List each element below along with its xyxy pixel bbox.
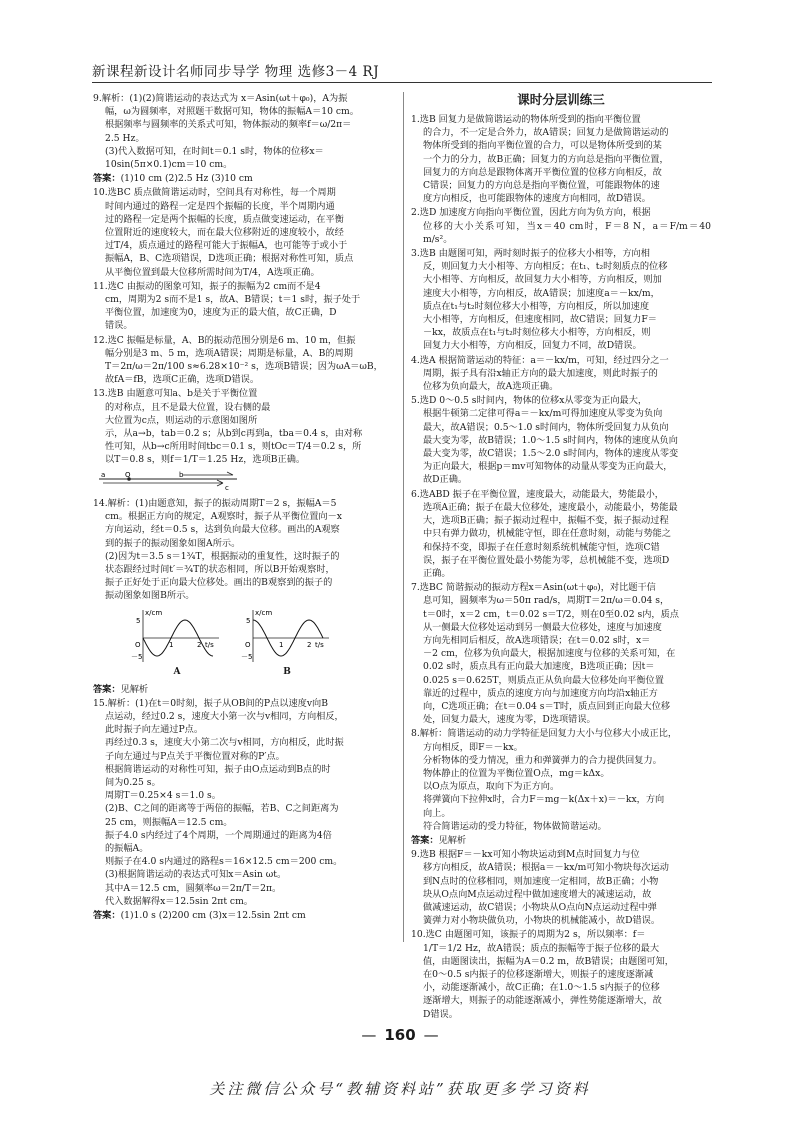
text-line: 速度大小相等，方向相反，故A错误；加速度a＝－kx/m， (423, 287, 660, 299)
text-line: 点运动，经过0.2 s，速度大小第一次与v相同，方向相反， (105, 710, 344, 722)
text-line: 12.选C 振幅是标量，A、B的振动范围分别是6 m、10 m，但振 (93, 334, 356, 346)
text-line: 符合简谐运动的受力特征，物体做简谐运动。 (423, 820, 607, 832)
footer-note: 关注微信公众号“教辅资料站”获取更多学习资料 (209, 1080, 591, 1098)
text-line: 位移的大小关系可知，当x＝40 cm时，F＝8 N，a＝F/m＝40 m/s²。 (423, 220, 711, 245)
left-item (93, 697, 393, 908)
text-line: 8.解析：简谐运动的动力学特征是回复力大小与位移大小成正比， (411, 728, 678, 740)
left-item (93, 186, 393, 278)
graph-label: A (173, 666, 181, 677)
label-b: b (179, 470, 184, 479)
text-line: 9.选B 根据F＝－kx可知小物块运动到M点时回复力与位 (411, 849, 640, 861)
answer-label: 答案： (93, 683, 121, 695)
text-line: 25 cm，则振幅A＝12.5 cm。 (105, 816, 233, 828)
text-line: 3.选B 由题图可知，两时刻时振子的位移大小相等，方向相 (411, 248, 650, 260)
text-line: 5.选D 0～0.5 s时间内，物体的位移x从零变为正向最大， (411, 395, 648, 407)
text-line: 13.选B 由题意可知a、b是关于平衡位置 (93, 388, 258, 400)
text-line: 的振幅A。 (105, 842, 149, 854)
text-line: 状态跟经过时间t′＝¾T的状态相同，所以B开始观察时， (105, 563, 335, 575)
tick-1: 1 (279, 640, 284, 649)
text-line: 子向左通过与P点关于平衡位置对称的P′点。 (105, 750, 285, 762)
y-label: x/cm (255, 608, 273, 617)
right-item (411, 848, 711, 927)
text-line: 过的路程一定是两个振幅的长度，质点做变速运动，在平衡 (105, 213, 344, 225)
graph-label: B (283, 666, 291, 677)
right-column (411, 92, 711, 1022)
text-line: 到N点时的位移相同，则加速度一定相同，故B正确；小物 (423, 875, 659, 887)
text-line: 值，由题图读出，振幅为A＝0.2 m，故B错误；由题图可知， (423, 955, 674, 967)
text-line: 周期T＝0.25×4 s＝1.0 s。 (105, 790, 221, 802)
text-line: 处，回复力最大，速度为零，D选项错误。 (423, 714, 596, 726)
right-item (411, 206, 711, 246)
text-line: 示，从a→b，tab＝0.2 s；从b到c再到a，tba＝0.4 s，由对称 (105, 428, 363, 440)
header-rule (92, 82, 712, 83)
section-title: 课时分层训练三 (517, 92, 605, 107)
text-line: 最大变为零，故C错误；1.5～2.0 s时间内，物体的速度从零变 (423, 448, 679, 460)
text-line: 4.选A 根据简谐运动的特征：a＝－kx/m，可知，经过四分之一 (411, 354, 669, 366)
x-label: t/s (205, 640, 214, 649)
text-line: 大小相等，方向相反，但速度相同，故C错误；回复力F＝ (423, 314, 657, 326)
text-line: (3)根据简谐运动的表达式可知x＝Asin ωt。 (105, 869, 287, 881)
text-line: －kx，故质点在t₁与t₂时刻位移大小相等，方向相反，则 (423, 327, 651, 339)
left-item (93, 909, 393, 922)
text-line: 的合力，不一定是合外力，故A错误；回复力是做简谐运动的 (423, 127, 669, 139)
left-item (93, 387, 393, 466)
text-line: 10.选BC 质点做简谐运动时，空间具有对称性，每一个周期 (93, 187, 336, 199)
right-item (411, 928, 711, 1020)
right-item (411, 394, 711, 486)
tick-bottom: －5 (131, 652, 143, 661)
origin-label: O (135, 640, 141, 649)
text-line: 其中A＝12.5 cm，圆频率ω＝2π/T＝2π。 (105, 882, 282, 894)
text-line: －2 cm，位移为负向最大，根据加速度与位移的关系可知，在 (423, 648, 676, 660)
answer-text: (1)10 cm (2)2.5 Hz (3)10 cm (120, 173, 253, 185)
text-line: 1.选B 回复力是做简谐运动的物体所受到的指向平衡位置 (411, 114, 641, 125)
text-line: 间为0.25 s。 (105, 776, 161, 788)
x-label: t/s (315, 640, 324, 649)
graph-a-svg (131, 606, 223, 666)
answer-label: 答案： (93, 909, 121, 921)
text-line: 从平衡位置到最大位移所需时间为T/4，A选项正确。 (105, 266, 320, 278)
text-line: C错误；回复力的方向总是指向平衡位置，可能跟物体的速 (423, 180, 660, 192)
text-line: 做减速运动，故C错误；小物块从O点向N点运动过程中弹 (423, 901, 657, 913)
text-line: 6.选ABD 振子在平衡位置，速度最大，动能最大，势能最小， (411, 488, 664, 500)
text-line: 11.选C 由振动的图象可知，振子的振幅为2 cm而不是4 (93, 280, 321, 292)
graph-a (131, 606, 223, 680)
arrow-a-to-b (103, 480, 223, 486)
text-line: 此时振子向左通过P点。 (105, 724, 204, 736)
page-number: — 160 — (361, 1026, 439, 1044)
tick-top: 5 (246, 616, 251, 625)
tick-top: 5 (136, 616, 141, 625)
text-line: 根据牛顿第二定律可得a＝－kx/m可得加速度从零变为负向 (423, 408, 663, 420)
text-line: 性可知，从b→c所用时间tbc＝0.1 s，则tOc＝T/4＝0.2 s，所 (105, 441, 362, 453)
text-line: 再经过0.3 s，速度大小第二次与v相同，方向相反，此时振 (105, 737, 344, 749)
text-line: 中只有弹力做功，机械能守恒，即在任意时刻，动能与势能之 (423, 528, 672, 540)
text-line: 故fA＝fB，选项C正确，选项D错误。 (105, 374, 260, 386)
text-line: 方向先相同后相反，故A选项错误；在t＝0.02 s时，x＝ (423, 634, 651, 646)
text-line: 2.5 Hz。 (105, 132, 145, 144)
right-item (411, 488, 711, 580)
left-item (93, 172, 393, 185)
text-line: 1/T＝1/2 Hz，故A错误；质点的振幅等于振子位移的最大 (423, 942, 660, 954)
text-line: 振动图象如图B所示。 (105, 590, 195, 602)
text-line: 幅，ω为圆频率，对照题干数据可知，物体的振幅A＝10 cm。 (105, 106, 359, 118)
text-line: 0.025 s＝0.625T，则质点正从负向最大位移处向平衡位置 (423, 674, 664, 686)
left-item (93, 497, 393, 603)
text-line: 度方向相反，也可能跟物体的速度方向相同，故D错误。 (423, 193, 651, 205)
graph-b-svg (241, 606, 333, 666)
right-item (411, 113, 711, 205)
text-line: 2.选D 加速度方向指向平衡位置，因此方向为负方向，根据 (411, 207, 651, 219)
text-line: 0.02 s时，质点具有正向最大加速度，B选项正确；因t＝ (423, 661, 655, 673)
right-item (411, 581, 711, 726)
text-line: 过T/4，质点通过的路程可能大于振幅A，也可能等于或小于 (105, 240, 348, 252)
text-line: 块从O点向M点运动过程中做加速度增大的减速运动，故 (423, 888, 652, 900)
tick-2: 2 (307, 640, 312, 649)
text-line: 在0～0.5 s内振子的位移逐渐增大，则振子的速度逐渐减 (423, 969, 654, 980)
text-line: 根据简谐运动的对称性可知，振子由O点运动到B点的时 (105, 763, 331, 775)
left-item (93, 683, 393, 696)
text-line: 错误。 (105, 320, 133, 332)
number-line-svg (93, 469, 243, 491)
text-line: 的对称点，且不是最大位置，设右侧的最 (105, 401, 271, 413)
text-line: 以O点为原点，取向下为正方向。 (423, 781, 560, 793)
label-a: a (101, 470, 106, 479)
text-line: 则振子在4.0 s内通过的路程s＝16×12.5 cm＝200 cm。 (105, 856, 343, 868)
tick-2: 2 (197, 640, 202, 649)
text-line: 故D正确。 (423, 474, 468, 486)
arrow-b-to-c (183, 472, 233, 475)
text-line: cm，周期为2 s而不是1 s，故A、B错误；t＝1 s时，振子处于 (105, 294, 361, 306)
text-line: 为正向最大，根据p＝mv可知物体的动量从零变为正向最大， (423, 461, 673, 473)
column-divider (403, 92, 404, 942)
text-line: 物体所受到的指向平衡位置的合力，可以是物体所受到的某 (423, 140, 662, 152)
text-line: 14.解析：(1)由题意知，振子的振动周期T＝2 s，振幅A＝5 (93, 497, 337, 509)
text-line: 将弹簧向下拉伸x时，合力F＝mg－k(Δx＋x)＝－kx，方向 (423, 794, 665, 806)
text-line: 簧弹力对小物块做负功，小物块的机械能减小，故D错误。 (423, 915, 661, 927)
text-line: (2)B、C之间的距离等于两倍的振幅，若B、C之间距离为 (105, 803, 339, 815)
text-line: 向，C选项正确；在t＝0.04 s＝T时，质点回到正向最大位移 (423, 700, 671, 712)
text-line: 从一侧最大位移处运动到另一侧最大位移处，速度与加速度 (423, 621, 662, 633)
text-line: 分析物体的受力情况，重力和弹簧弹力的合力提供回复力。 (423, 754, 662, 766)
page-number-text: 160 (384, 1026, 416, 1044)
text-line: 大位置为c点，则运动的示意图如图所 (105, 414, 258, 426)
text-line: 质点在t₁与t₂时刻位移大小相等，方向相反，所以加速度 (423, 300, 650, 312)
text-line: 反，则回复力大小相等、方向相反；在t₁、t₂时刻质点的位移 (423, 261, 668, 273)
origin-label: O (245, 640, 251, 649)
text-line: 平衡位置，加速度为0，速度为正的最大值，故C正确，D (105, 307, 337, 319)
graph-b (241, 606, 333, 680)
answer-label: 答案： (411, 834, 439, 846)
text-line: cm。根据正方向的规定，A观察时，振子从平衡位置向－x (105, 511, 342, 523)
text-line: 7.选BC 简谐振动的振动方程x＝Asin(ωt＋φ₀)，对比题干信 (411, 582, 656, 594)
text-line: T＝2π/ω＝2π/100 s≈6.28×10⁻² s，选项B错误；因为ωA＝ωB， (105, 361, 383, 373)
label-o: O (125, 470, 131, 479)
text-line: 15.解析：(1)在t＝0时刻，振子从OB间的P点以速度v向B (93, 697, 328, 709)
text-line: 10sin(5π×0.1)cm＝10 cm。 (105, 159, 233, 171)
right-item (411, 354, 711, 394)
text-line: 小，动能逐渐减小，故C正确；在1.0～1.5 s内振子的位移 (423, 982, 660, 994)
text-line: 幅分别是3 m、5 m，选项A错误；周期是标量，A、B的周期 (105, 347, 353, 359)
text-line: 正确。 (423, 567, 451, 579)
left-column (93, 92, 393, 923)
text-line: 最大，故A错误；0.5～1.0 s时间内，物体所受回复力从负向 (423, 421, 669, 433)
text-line: 回复力大小相等，方向相反，回复力不同，故D错误。 (423, 340, 642, 352)
text-line: 和保持不变，即振子在任意时刻系统机械能守恒，选项C错 (423, 541, 660, 553)
label-c: c (225, 483, 229, 491)
text-line: 9.解析：(1)(2)简谐运动的表达式为 x＝Asin(ωt＋φ₀)，A为振 (93, 93, 348, 104)
text-line: (3)代入数据可知，在时间t＝0.1 s时，物体的位移x＝ (105, 145, 324, 157)
text-line: 时间内通过的路程一定是四个振幅的长度，半个周期内通 (105, 200, 335, 212)
answer-text: 见解析 (438, 834, 467, 846)
text-line: 10.选C 由题图可知，该振子的周期为2 s，所以频率：f＝ (411, 929, 646, 941)
text-line: D错误。 (423, 1008, 458, 1020)
answer-text: (1)1.0 s (2)200 cm (3)x＝12.5sin 2πt cm (120, 909, 306, 921)
text-line: 振幅A，B、C选项错误，D选项正确；根据对称性可知，质点 (105, 253, 354, 265)
text-line: 向上。 (423, 807, 451, 819)
text-line: 根据频率与圆频率的关系式可知，物体振动的频率f＝ω/2π＝ (105, 119, 352, 131)
running-header: 新课程新设计名师同步导学 物理 选修3－4 RJ (92, 64, 380, 80)
text-line: 物体静止的位置为平衡位置O点，mg＝kΔx。 (423, 767, 610, 779)
right-item (411, 834, 711, 847)
text-line: 大，选项B正确；振子振动过程中，振幅不变，振子振动过程 (423, 515, 669, 527)
right-item (411, 247, 711, 353)
text-line: (2)因为t＝3.5 s＝1¾T，根据振动的重复性，这时振子的 (105, 550, 340, 562)
text-line: 方向运动，经t＝0.5 s，达到负向最大位移。画出的A观察 (105, 524, 340, 536)
text-line: 周期，振子具有沿x轴正方向的最大加速度，则此时振子的 (423, 367, 658, 379)
tick-bottom: －5 (241, 652, 253, 661)
text-line: 到的振子的振动图象如图A所示。 (105, 537, 241, 549)
left-item (93, 280, 393, 333)
text-line: t＝0时，x＝2 cm，t＝0.02 s＝T/2，则在0至0.02 s内，质点 (423, 608, 679, 620)
text-line: 最大变为零，故B错误；1.0～1.5 s时间内，物体的速度从负向 (423, 434, 678, 446)
answer-label: 答案： (93, 173, 121, 185)
text-line: 选项A正确；振子在最大位移处，速度最小，动能最小，势能最 (423, 501, 678, 513)
text-line: 振子4.0 s内经过了4个周期，一个周期通过的距离为4倍 (105, 829, 332, 841)
right-item (411, 727, 711, 833)
y-label: x/cm (145, 608, 163, 617)
tick-1: 1 (169, 640, 174, 649)
text-line: 以T＝0.8 s，则f＝1/T＝1.25 Hz，选项B正确。 (105, 454, 306, 466)
left-item (93, 92, 393, 171)
text-line: 振子正好处于正向最大位移处。画出的B观察到的振子的 (105, 577, 333, 589)
text-line: 误，振子在平衡位置处最小势能为零，总机械能不变，选项D (423, 554, 670, 566)
answer-text: 见解析 (120, 683, 149, 695)
vibration-graphs (131, 606, 393, 680)
text-line: 移方向相反，故A错误；根据a＝－kx/m可知小物块每次运动 (423, 862, 669, 874)
text-line: 回复力的方向总是跟物体离开平衡位置的位移方向相反，故 (423, 166, 662, 178)
text-line: 逐渐增大，则振子的动能逐渐减小，弹性势能逐渐增大，故 (423, 995, 662, 1007)
text-line: 代入数据解得x＝12.5sin 2πt cm。 (105, 895, 253, 907)
text-line: 息可知，圆频率为ω＝50π rad/s，周期T＝2π/ω＝0.04 s， (423, 595, 670, 607)
text-line: 一个力的分力，故B正确；回复力的方向总是指向平衡位置， (423, 153, 669, 165)
text-line: 位置附近的速度较大，而在最大位移附近的速度较小，故经 (105, 227, 344, 239)
text-line: 大小相等、方向相反，故回复力大小相等，方向相反，则加 (423, 274, 662, 286)
number-line-figure (93, 469, 393, 495)
text-line: 靠近的过程中，质点的速度方向与加速度方向均沿x轴正方 (423, 687, 658, 699)
text-line: 位移为负向最大，故A选项正确。 (423, 381, 559, 393)
text-line: 方向相反，即F＝－kx。 (423, 741, 523, 753)
left-item (93, 334, 393, 387)
